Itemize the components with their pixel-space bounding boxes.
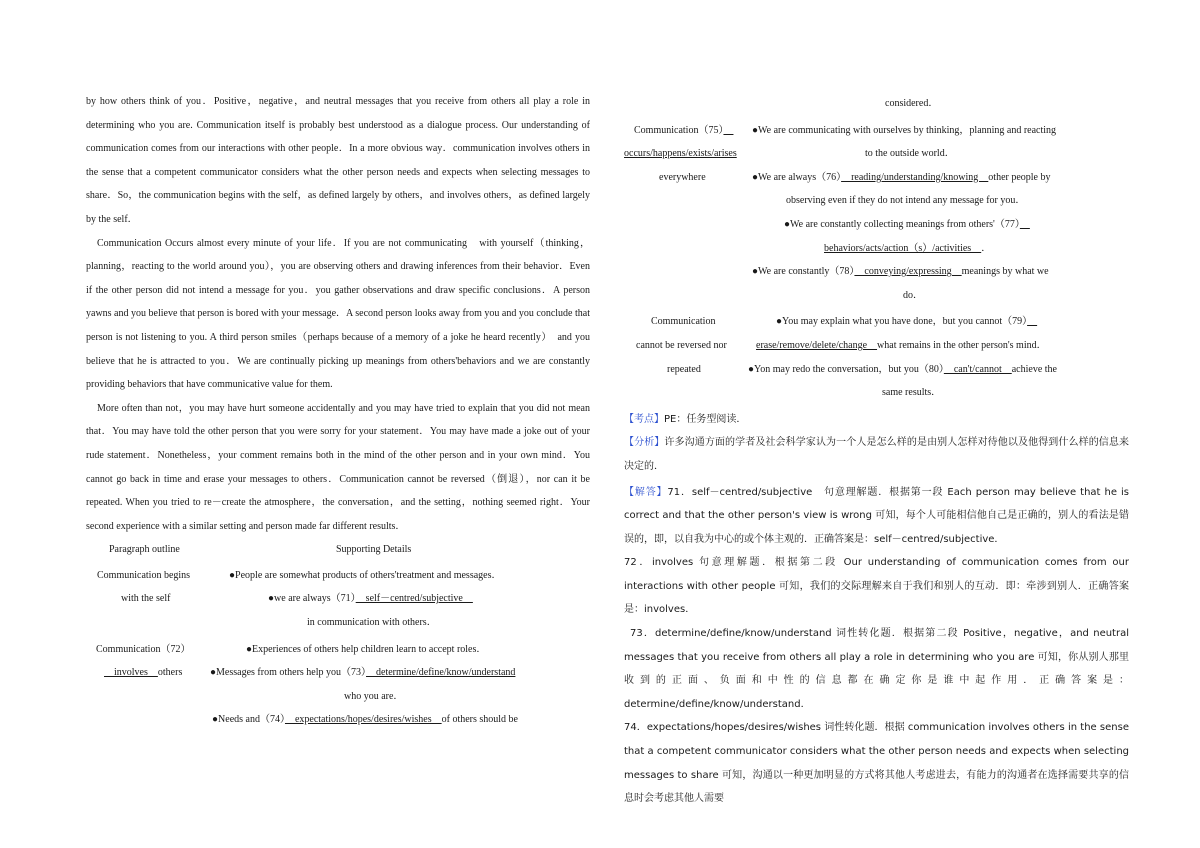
outline-table bbox=[86, 538, 590, 732]
header-paragraph-outline: Paragraph outline bbox=[109, 544, 180, 556]
detail-text: achieve the bbox=[1011, 363, 1057, 375]
answer-75: occurs/happens/exists/arises bbox=[624, 148, 737, 160]
detail-text: ●Needs and（74） bbox=[212, 714, 285, 726]
left-column bbox=[86, 90, 590, 732]
detail-cell: do． bbox=[903, 289, 923, 301]
answer-explanation-73: 73．determine/define/know/understand 词性转化题．根据第二段 Positive，negative，and neutral messages that you receive from others all play a role in determining who you are 可知，你从别人那里收到的正面、负面和中性的信息都在确定你是谁中起作用．正确答案是：determine/define/know/understand． bbox=[624, 628, 1129, 710]
table-row bbox=[624, 310, 1129, 334]
detail-text: ． bbox=[981, 242, 992, 254]
jieda-paragraph bbox=[624, 481, 1129, 552]
answer-74: expectations/hopes/desires/wishes bbox=[284, 714, 442, 726]
detail-cell: ●Experiences of others help children learn to accept roles． bbox=[246, 643, 487, 655]
detail-text: other people by bbox=[988, 171, 1051, 183]
passage-paragraph-3: More often than not，you may have hurt someone accidentally and you may have tried to explain that you did not mean that．You may have told the other person that you were sorry for your statement．You may have made a joke out of your rude statement．Nonetheless，your comment remains both in the mind of the other person and in your own mind．You cannot go back in time and erase your messages to others．Communication cannot be reversed（倒退），nor can it be repeated. When you tried to re－create the atmosphere，the conversation，and the setting，nothing seemed right．Your second experience with a similar setting and person made far different results． bbox=[86, 402, 590, 532]
detail-text: what remains in the other person's mind． bbox=[877, 339, 1047, 351]
detail-cell bbox=[210, 661, 515, 685]
outline-cell: everywhere bbox=[659, 171, 706, 183]
detail-text: ●We are constantly collecting meanings from others'（77） bbox=[784, 218, 1020, 230]
table-row bbox=[86, 638, 590, 662]
outline-cell: Communication begins bbox=[97, 569, 191, 581]
detail-cell: to the outside world． bbox=[865, 148, 955, 160]
table-row bbox=[86, 587, 590, 611]
right-column bbox=[624, 92, 1129, 811]
outline-text: Communication（75） bbox=[634, 124, 724, 136]
outline-cell bbox=[104, 661, 182, 685]
detail-cell bbox=[756, 334, 1047, 358]
table-row bbox=[624, 189, 1129, 213]
jieda-text: 71．self－centred/subjective 句意理解题．根据第一段 Each person may believe that he is correct and that the other person's view is wrong 可知，每个人可能相信他自己是正确的，别人的看法是错误的，即，以自我为中心的或个体主观的．正确答案是：self－centred/subjective． bbox=[624, 486, 1130, 545]
detail-cell: in communication with others． bbox=[307, 617, 437, 629]
outline-cell: Communication bbox=[651, 316, 716, 328]
answer-79-blank bbox=[1027, 316, 1037, 327]
passage-paragraph-1: by how others think of you．Positive，negative，and neutral messages that you receive from others all play a role in determining who you are. Communication itself is probably best understood as a dialogue process. Our understanding of communication comes from our interactions with other people．In a more obvious way．communication involves others in the sense that a competent communicator considers what the other person needs and expects when selecting messages to share．So，the communication begins with the self，as defined largely by others，and involves others，as defined largely by the self． bbox=[86, 96, 590, 225]
answer-explanation-72: 72．involves 句意理解题．根据第二段 Our understanding of communication comes from our interactions with other people 可知，我们的交际理解来自于我们和别人的互动．即：牵涉到别人．正确答案是：involves． bbox=[624, 557, 1129, 616]
answer-77: behaviors/acts/action（s）/activities bbox=[824, 242, 982, 254]
detail-cell: considered． bbox=[885, 98, 939, 109]
detail-cell bbox=[268, 587, 473, 611]
fenxi-tag: 【分析】 bbox=[624, 437, 665, 449]
answer-78: conveying/expressing bbox=[854, 266, 962, 278]
table-row bbox=[624, 381, 1129, 405]
kaodian-text: PE：任务型阅读． bbox=[664, 413, 747, 425]
detail-text: ●You may explain what you have done，but you cannot（79） bbox=[776, 316, 1028, 328]
table-row bbox=[624, 213, 1129, 237]
table-row bbox=[624, 358, 1129, 382]
answer-71: self－centred/subjective bbox=[355, 593, 473, 605]
fenxi-text: 许多沟通方面的学者及社会科学家认为一个人是怎么样的是由别人怎样对待他以及他得到什么样的信息来决定的． bbox=[624, 437, 1130, 472]
detail-cell bbox=[748, 358, 1057, 382]
detail-cell: who you are． bbox=[344, 690, 404, 702]
table-row bbox=[624, 119, 1129, 143]
detail-text: ●Messages from others help you（73） bbox=[210, 667, 367, 679]
table-row bbox=[86, 685, 590, 709]
table-row bbox=[624, 166, 1129, 190]
jieda-tag: 【解答】 bbox=[624, 486, 668, 498]
table-row bbox=[86, 708, 590, 732]
detail-cell: same results． bbox=[882, 387, 942, 399]
answer-explanation-74: 74．expectations/hopes/desires/wishes 词性转化题．根据 communication involves others in the sense that a competent communicator considers what the other person needs and expects when selecting messages to share 可知，沟通以一种更加明显的方式将其他人考虑进去，有能力的沟通者在选择需要共享的信息时会考虑其他人需要 bbox=[624, 722, 1129, 805]
answer-80: can't/cannot bbox=[943, 363, 1012, 375]
detail-cell bbox=[212, 708, 518, 732]
table-row bbox=[624, 334, 1129, 358]
detail-cell: observing even if they do not intend any message for you． bbox=[786, 195, 1026, 207]
fenxi-paragraph bbox=[624, 431, 1129, 478]
detail-cell: ●We are communicating with ourselves by thinking，planning and reacting bbox=[752, 124, 1057, 136]
passage-paragraph-2: Communication Occurs almost every minute of your life．If you are not communicating with yourself（thinking，planning，reacting to the world around you），you are observing others and drawing inferences from their behavior．Even if the other person did not intend a message for you．you gather observations and draw specific conclusions．A person yawns and you believe that person is bored with your message．A second person looks away from you and you conclude that person is not listening to you. A third person smiles（perhaps because of a memory of a joke he heard recently） and you believe that he is attracted to you．We are continually picking up meanings from others'behaviors and we are constantly providing behaviors that have communicative value for them. bbox=[86, 237, 590, 391]
outline-cell bbox=[634, 119, 733, 143]
table-row bbox=[86, 611, 590, 635]
table-row bbox=[624, 260, 1129, 284]
kaodian-tag: 【考点】 bbox=[624, 413, 664, 425]
outline-cell: Communication（72） bbox=[96, 643, 191, 655]
detail-cell bbox=[784, 213, 1030, 237]
outline-cell: repeated bbox=[667, 363, 701, 375]
header-supporting-details: Supporting Details bbox=[336, 544, 412, 556]
detail-text: ●we are always（71） bbox=[268, 593, 356, 605]
answer-76: reading/understanding/knowing bbox=[841, 171, 989, 183]
table-header-row bbox=[86, 538, 590, 562]
answer-73: determine/define/know/understand bbox=[366, 667, 516, 679]
detail-text: of others should be bbox=[441, 714, 518, 726]
detail-cell: ●People are somewhat products of others'treatment and messages． bbox=[229, 569, 502, 581]
outline-text: others bbox=[157, 667, 183, 679]
detail-text: ●We are always（76） bbox=[752, 171, 842, 183]
kaodian-line bbox=[624, 408, 1129, 432]
table-row bbox=[624, 142, 1129, 166]
answer-72: involves bbox=[104, 667, 158, 679]
detail-text: ●We are constantly（78） bbox=[752, 266, 855, 278]
outline-cell: cannot be reversed nor bbox=[636, 339, 727, 351]
answer-79: erase/remove/delete/change bbox=[756, 339, 878, 351]
outline-cell: with the self bbox=[121, 593, 171, 605]
answer-77-blank bbox=[1020, 219, 1030, 230]
table-row bbox=[624, 237, 1129, 261]
detail-text: meanings by what we bbox=[961, 266, 1049, 278]
detail-cell bbox=[752, 166, 1051, 190]
table-row bbox=[624, 284, 1129, 308]
answer-75-blank bbox=[723, 125, 733, 136]
detail-cell bbox=[824, 237, 991, 261]
detail-cell bbox=[776, 310, 1037, 334]
table-row bbox=[86, 661, 590, 685]
table-row bbox=[624, 92, 1129, 116]
detail-cell bbox=[752, 260, 1049, 284]
table-row bbox=[86, 564, 590, 588]
detail-text: ●Yon may redo the conversation，but you（80） bbox=[748, 363, 944, 375]
